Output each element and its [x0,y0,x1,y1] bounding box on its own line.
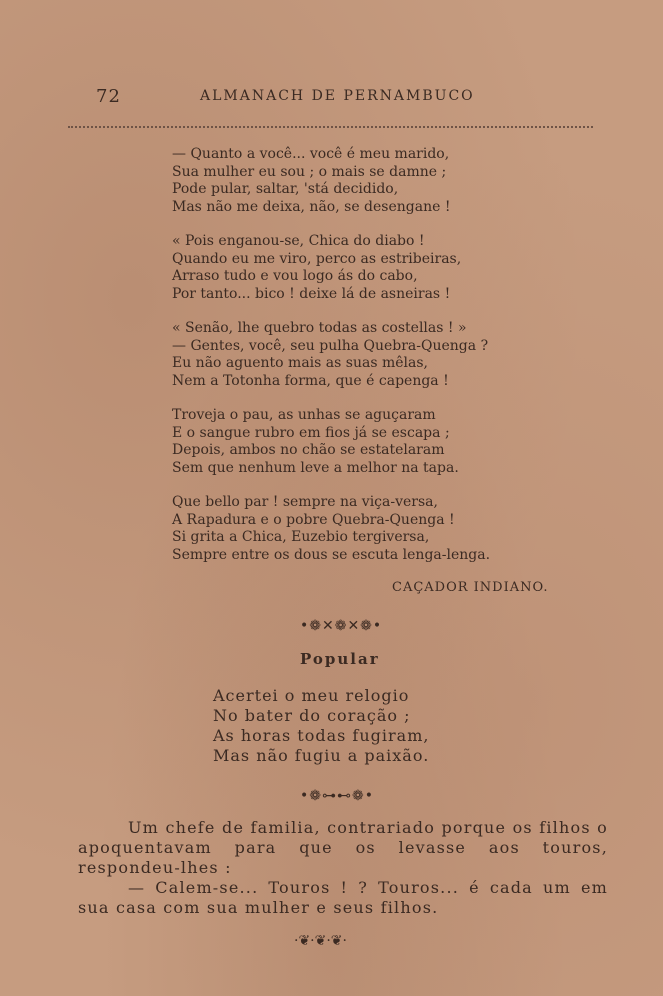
verse-line: A Rapadura e o pobre Quebra-Quenga ! [172,511,455,528]
poem [172,146,490,581]
verse-line: Troveja o pau, as unhas se aguçaram [172,407,436,423]
verse-line: As horas todas fugiram, [213,726,430,745]
stanza [172,146,490,216]
verse-line: « Pois enganou-se, Chica do diabo ! [172,233,425,249]
header-rule [68,126,593,128]
verse-line: Mas não fugiu a paixão. [213,746,430,765]
verse-line: Sua mulher eu sou ; o mais se damne ; [172,163,447,180]
verse-line: Depois, ambos no chão se estatelaram [172,442,445,458]
verse-line: Que bello par ! sempre na viça-versa, [172,494,438,510]
verse-line: No bater do coração ; [213,706,411,725]
anecdote-paragraph: — Calem-se... Touros ! ? Touros... é cada um em sua casa com sua mulher e seus filhos. [78,878,608,917]
verse-line: Sempre entre os dous se escuta lenga-lenga. [172,546,491,563]
tail-ornament: ·❦·❦·❦· [294,933,347,949]
poem-signature: CAÇADOR INDIANO. [392,580,549,595]
verse-line: Acertei o meu relogio [213,686,410,705]
verse-line: Si grita a Chica, Euzebio tergiversa, [172,529,430,545]
running-title: ALMANACH DE PERNAMBUCO [200,88,475,104]
verse-line: Nem a Totonha forma, que é capenga ! [172,372,449,389]
verse-line: Quando eu me viro, perco as estribeiras, [172,250,462,267]
anecdote [78,818,608,918]
stanza [172,320,490,390]
ornament-divider: •❁✕❁✕❁• [300,618,383,634]
page-header [96,86,596,108]
page-number: 72 [96,86,121,107]
verse-line: « Senão, lhe quebro todas as costellas ! » [172,320,467,336]
verse-line: Sem que nenhum leve a melhor na tapa. [172,459,459,476]
verse-line: Mas não me deixa, não, se desengane ! [172,198,451,215]
stanza [172,494,490,564]
stanza [172,407,490,477]
verse-line: Por tanto... bico ! deixe lá de asneiras ! [172,285,451,302]
section-title: Popular [300,650,380,668]
anecdote-paragraph: Um chefe de familia, contrariado porque os filhos o apoquentavam para que os levasse aos touros, respondeu-lhes : [78,818,608,877]
verse-line: E o sangue rubro em fios já se escapa ; [172,424,450,441]
verse-line: — Gentes, você, seu pulha Quebra-Quenga ? [172,337,489,354]
verse-line: Arraso tudo e vou logo ás do cabo, [172,268,418,284]
popular-quatrain [213,686,429,766]
stanza [172,233,490,303]
ornament-divider: •❁⊶⊷❁• [300,788,374,804]
verse-line: — Quanto a você... você é meu marido, [172,146,450,162]
verse-line: Eu não aguento mais as suas mêlas, [172,355,428,371]
verse-line: Pode pular, saltar, 'stá decidido, [172,181,399,197]
